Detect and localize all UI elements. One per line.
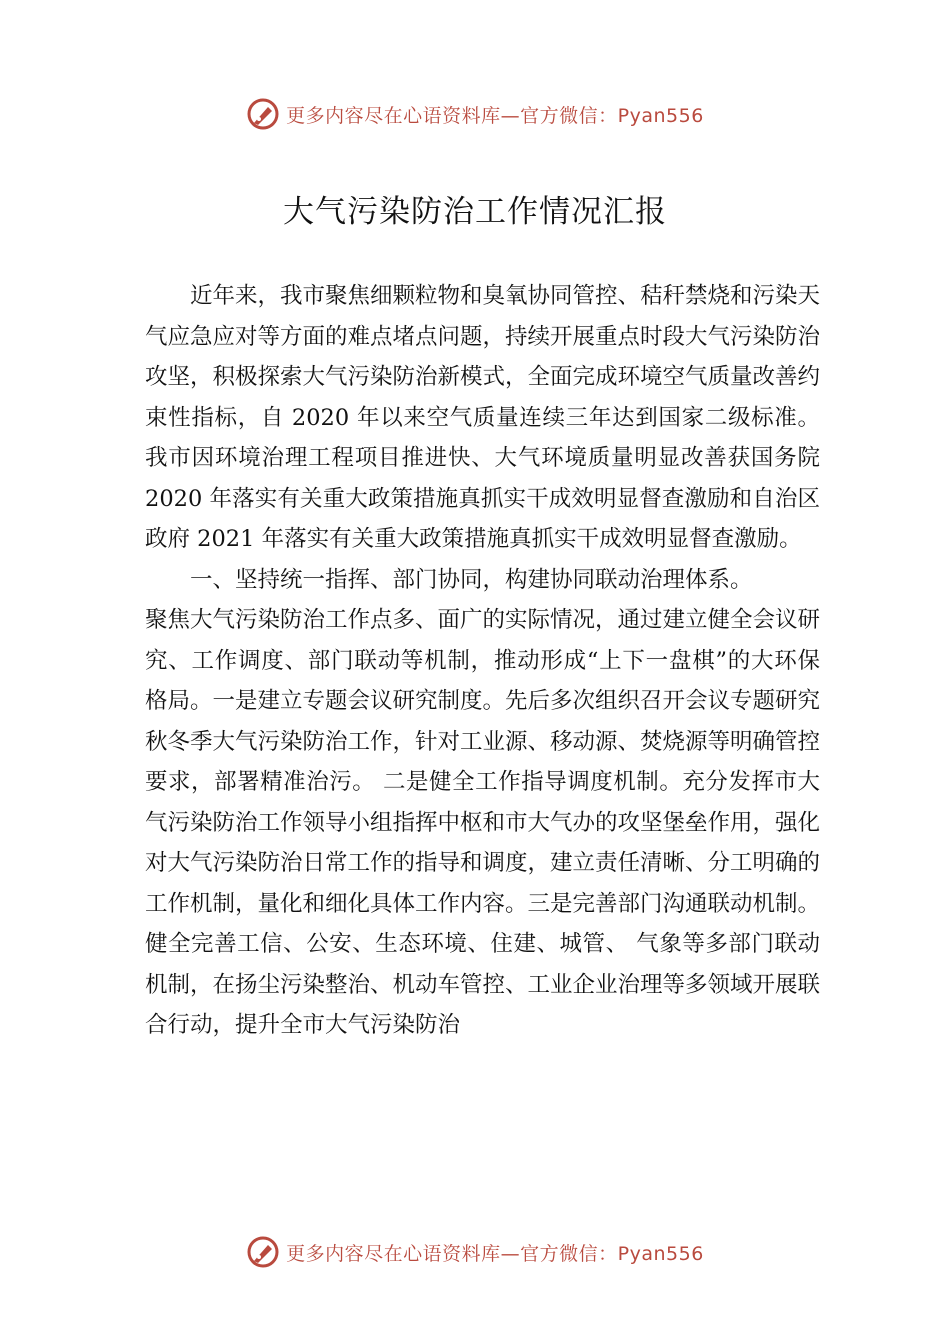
paragraph-section-1: 聚焦大气污染防治工作点多、面广的实际情况，通过建立健全会议研究、工作调度、部门联动等机制，推动形成“上下一盘棋”的大环保格局。一是建立专题会议研究制度。先后多次组织召开会议专题研究秋冬季大气污染防治工作，针对工业源、移动源、焚烧源等明确管控要求，部署精准治污。 二是健全工作指导调度机制。充分发挥市大气污染防治工作领导小组指挥中枢和市大气办的攻坚堡垒作用，强化对大气污染防治日常工作的指导和调度，建立责任清晰、分工明确的工作机制，量化和细化具体工作内容。三是完善部门沟通联动机制。健全完善工信、公安、生态环境、住建、城管、 气象等多部门联动机制，在扬尘污染整治、机动车管控、工业企业治理等多领域开展联合行动，提升全市大气污染防治 [145,607,821,1038]
pen-nib-logo-icon [246,1235,280,1269]
watermark-header [0,94,950,134]
watermark-footer [0,1232,950,1272]
watermark-text: 更多内容尽在心语资料库—官方微信：Pyan556 [286,1242,704,1265]
paragraph-intro: 近年来，我市聚焦细颗粒物和臭氧协同管控、秸秆禁烧和污染天气应急应对等方面的难点堵点问题，持续开展重点时段大气污染防治攻坚，积极探索大气污染防治新模式，全面完成环境空气质量改善约束性指标，自 2020 年以来空气质量连续三年达到国家二级标准。我市因环境治理工程项目推进快、大气环境质量明显改善获国务院 2020 年落实有关重大政策措施真抓实干成效明显督查激励和自治区政府 2021 年落实有关重大政策措施真抓实干成效明显督查激励。 [145,283,821,552]
watermark-text: 更多内容尽在心语资料库—官方微信：Pyan556 [286,104,704,127]
document-title: 大气污染防治工作情况汇报 [283,194,667,230]
pen-nib-logo-icon [246,97,280,131]
section-heading-1: 一、坚持统一指挥、部门协同，构建协同联动治理体系。 [190,566,753,593]
document-body [145,276,820,1046]
